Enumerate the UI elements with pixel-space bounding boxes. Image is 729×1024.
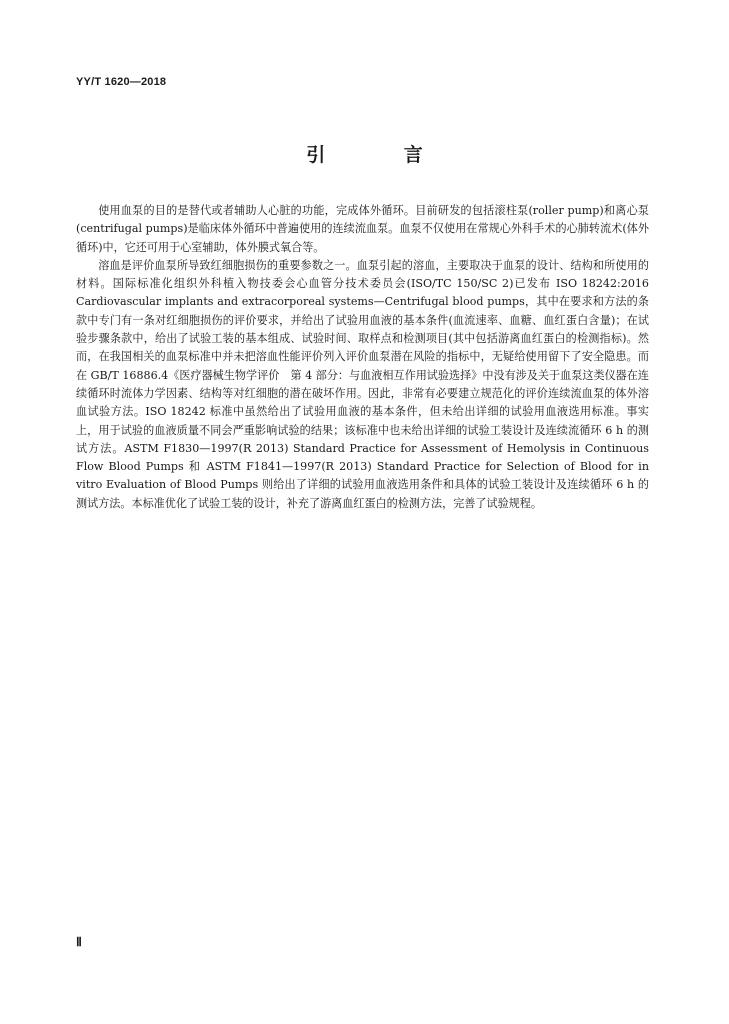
paragraph-hemolysis-evaluation: 溶血是评价血泵所导致红细胞损伤的重要参数之一。血泵引起的溶血，主要取决于血泵的设计、结构和所使用的材料。国际标准化组织外科植入物技委会心血管分技术委员会(ISO/TC 150/SC 2)已发布 ISO 18242:2016 Cardiovascular implants and extracorporeal systems—Centrifugal blood pumps，其中在要求和方法的条款中专门有一条对红细胞损伤的评价要求，并给出了试验用血液的基本条件(血流速率、血糖、血红蛋白含量)；在试验步骤条款中，给出了试验工装的基本组成、试验时间、取样点和检测项目(其中包括游离血红蛋白的检测指标)。然而，在我国相关的血泵标准中并未把溶血性能评价列入评价血泵潜在风险的指标中，无疑给使用留下了安全隐患。而在 GB/T 16886.4《医疗器械生物学评价 第 4 部分：与血液相互作用试验选择》中没有涉及关于血泵这类仪器在连续循环时流体力学因素、结构等对红细胞的潜在破坏作用。因此，非常有必要建立规范化的评价连续流血泵的体外溶血试验方法。ISO 18242 标准中虽然给出了试验用血液的基本条件，但未给出详细的试验用血液选用标准。事实上，用于试验的血液质量不同会严重影响试验的结果；该标准中也未给出详细的试验工装设计及连续流循环 6 h 的测试方法。ASTM F1830—1997(R 2013) Standard Practice for Assessment of Hemolysis in Continuous Flow Blood Pumps 和 ASTM F1841—1997(R 2013) Standard Practice for Selection of Blood for in vitro Evaluation of Blood Pumps 则给出了详细的试验用血液选用条件和具体的试验工装设计及连续循环 6 h 的测试方法。本标准优化了试验工装的设计，补充了游离血红蛋白的检测方法，完善了试验规程。 <box>76 258 649 510</box>
paragraph-blood-pump-purpose: 使用血泵的目的是替代或者辅助人心脏的功能，完成体外循环。目前研发的包括滚柱泵(roller pump)和离心泵(centrifugal pumps)是临床体外循环中普遍使用的连续流血泵。血泵不仅使用在常规心外科手术的心肺转流术(体外循环)中，它还可用于心室辅助，体外膜式氧合等。 <box>76 204 649 254</box>
introduction-body <box>76 202 649 513</box>
page-title: 引 言 <box>306 144 459 166</box>
page-number: Ⅱ <box>76 935 82 949</box>
standard-code-header: YY/T 1620—2018 <box>76 76 167 88</box>
